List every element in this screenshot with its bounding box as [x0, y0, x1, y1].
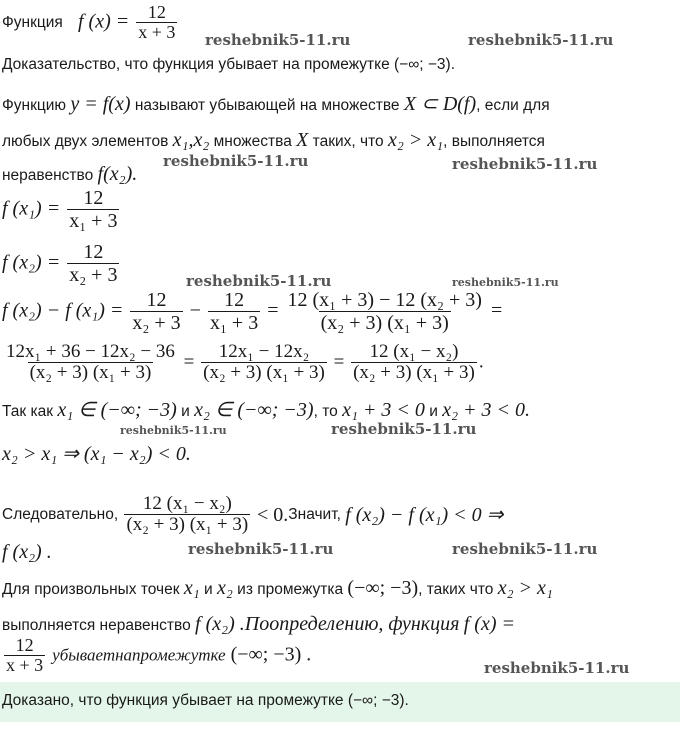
heading-num: 12: [147, 2, 166, 22]
arbitrary-line: Для произвольных точек x₁ и x₂ из промежутка (−∞; −3), таких что x₂ > x₁: [2, 577, 553, 599]
last-frac-line: $\frac{12}{x + 3}$ убываетнапромежутке (−∞; −3) .: [6, 635, 312, 675]
equation-fx1: f (x₁) = $\frac{12}{\text{x₁ + 3}}$: [2, 187, 118, 232]
watermark: reshebnik5-11.ru: [163, 152, 309, 170]
fx2-line: f (x₂) .: [2, 541, 52, 563]
since-line: Так как x₁ ∈ (−∞; −3) и x₂ ∈ (−∞; −3), то x₁ + 3 < 0 и x₂ + 3 < 0.: [2, 399, 531, 421]
conclusion-text: Доказано, что функция убывает на промежутке (−∞; −3).: [2, 692, 409, 709]
task-text: Доказательство, что функция убывает на промежутке (−∞; −3).: [2, 56, 456, 73]
definition-line-2: любых двух элементов x₁,x₂ множества X таких, что x₂ > x₁, выполняется: [2, 129, 545, 151]
consequently-line: Следовательно, $\frac{\text{12 (x₁ − x₂)}}{\text{(x₂ + 3) (x₁ + 3)}}$ < 0.Значит, f (x₂) − f (x₁) < 0 ⇒: [2, 493, 504, 535]
heading-den: x + 3: [138, 21, 176, 42]
watermark: reshebnik5-11.ru: [452, 276, 559, 289]
definition-line-1: Функцию y = f(x) называют убывающей на множестве X ⊂ D(f), если для: [2, 93, 550, 115]
implication-line: x₂ > x₁ ⇒ (x₁ − x₂) < 0.: [2, 443, 191, 465]
watermark: reshebnik5-11.ru: [484, 659, 630, 677]
watermark: reshebnik5-11.ru: [120, 424, 227, 437]
holds-line: выполняется неравенство f (x₂) .Поопределению, функция f (x) =: [2, 613, 515, 635]
heading-formula: [78, 3, 179, 43]
equation-fx2: f (x₂) = $\frac{12}{\text{x₂ + 3}}$: [2, 241, 118, 286]
equation-difference: f (x₂) − f (x₁) = $\frac{12}{\text{x₂ + 3}}$ − $\frac{12}{\text{x₁ + 3}}$ = $\frac{\text{12 (x₁ + 3) − 12 (x₂ + 3)}}{\text{(x₂ + 3) (x₁ + 3)}}$ =: [2, 289, 503, 334]
watermark: reshebnik5-11.ru: [452, 155, 598, 173]
watermark: reshebnik5-11.ru: [452, 540, 598, 558]
watermark: reshebnik5-11.ru: [331, 420, 477, 438]
watermark: reshebnik5-11.ru: [188, 540, 334, 558]
watermark: reshebnik5-11.ru: [186, 272, 332, 290]
watermark: reshebnik5-11.ru: [205, 31, 351, 49]
watermark: reshebnik5-11.ru: [468, 31, 614, 49]
definition-line-3: неравенство f(x₂).: [2, 163, 138, 185]
heading-label: Функция: [2, 14, 63, 31]
equation-simplify: $\frac{\text{12x₁ + 36 − 12x₂ − 36}}{\text{(x₂ + 3) (x₁ + 3)}}$ = $\frac{\text{12x₁ − 12x₂}}{\text{(x₂ + 3) (x₁ + 3)}}$ = $\frac{\text{12 (x₁ − x₂)}}{\text{(x₂ + 3) (x₁ + 3)}}$ .: [6, 341, 484, 383]
heading-fx: f (x) =: [78, 10, 130, 33]
